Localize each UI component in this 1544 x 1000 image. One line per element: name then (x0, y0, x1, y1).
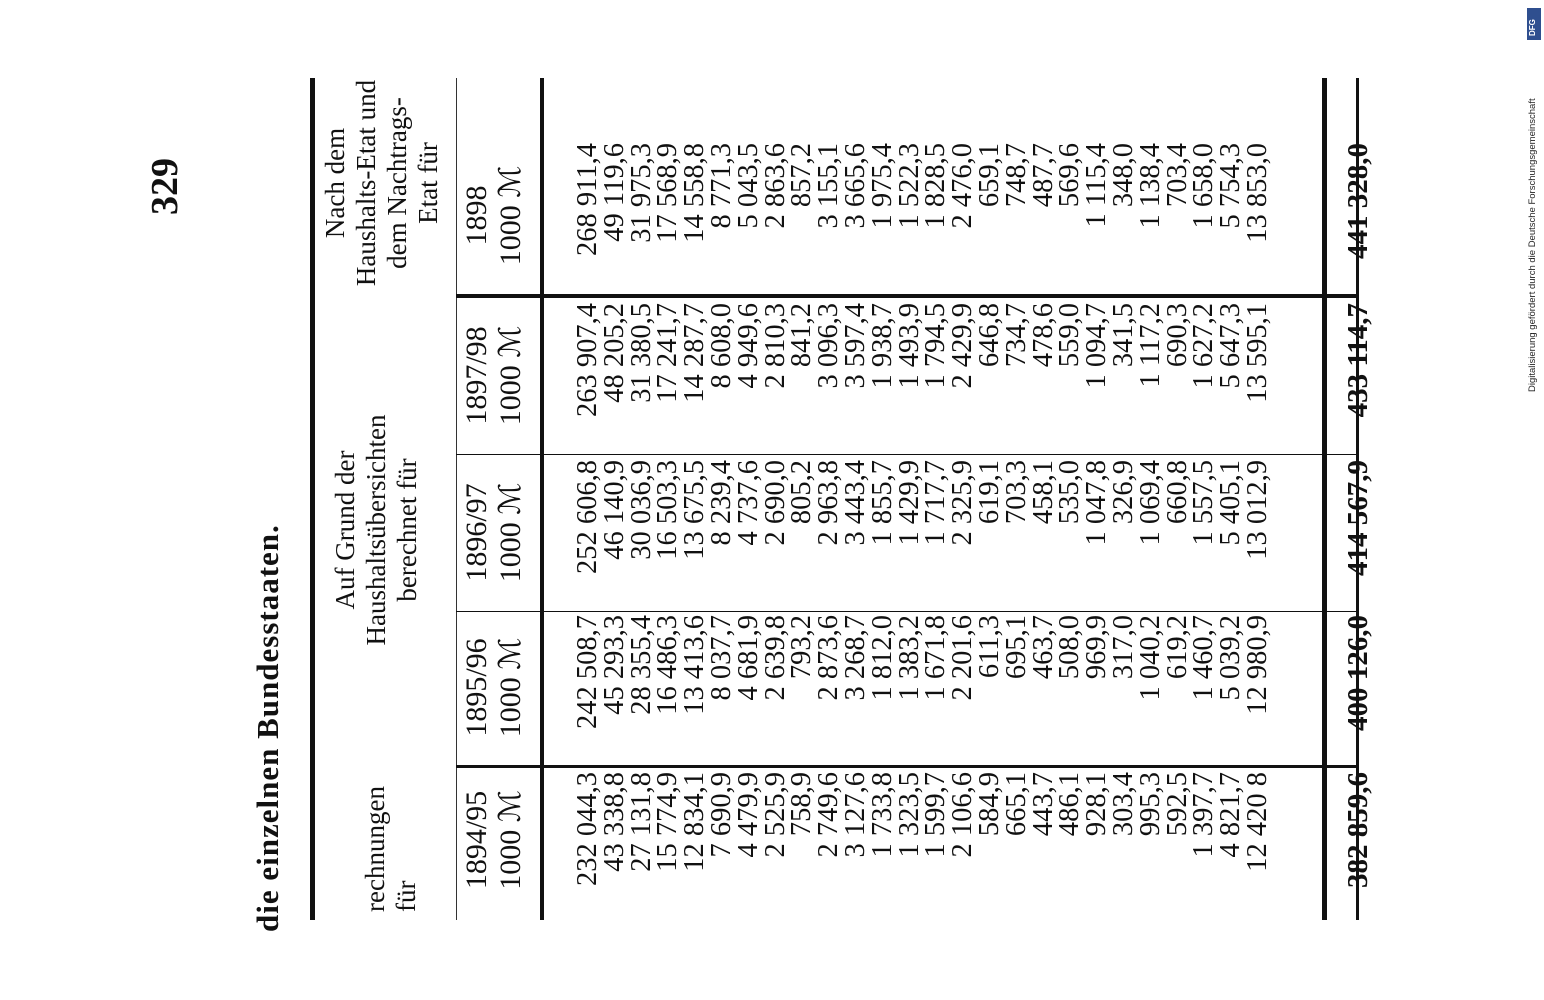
col-sep-3 (456, 454, 1356, 455)
table-cell: 2 873,6 (813, 615, 845, 701)
table-cell: 1 975,4 (866, 143, 898, 229)
table-cell: 3 268,7 (839, 615, 871, 701)
left-edge-rule (310, 78, 315, 920)
table-cell: 48 205,2 (598, 303, 630, 403)
table-cell: 660,8 (1161, 460, 1193, 525)
table-cell: 16 503,3 (652, 460, 684, 560)
table-cell: 646,8 (973, 303, 1005, 368)
table-cell: 2 690,0 (759, 460, 791, 546)
table-cell: 1 117,2 (1134, 303, 1166, 388)
table-cell: 13 413,6 (679, 615, 711, 715)
table-cell: 805,2 (786, 460, 818, 525)
table-cell: 5 039,2 (1215, 615, 1247, 701)
table-cell: 2 863,6 (759, 143, 791, 229)
table-cell: 2 963,8 (813, 460, 845, 546)
table-cell: 263 907,4 (572, 303, 603, 417)
table-cell: 592,5 (1161, 772, 1193, 837)
table-cell: 695,1 (1000, 615, 1032, 680)
table-cell: 8 608,0 (705, 303, 737, 389)
table-cell: 15 774,9 (652, 772, 684, 872)
table-cell: 793,2 (786, 615, 818, 680)
table-cell: 4 479,9 (732, 772, 764, 858)
table-cell: 703,4 (1161, 143, 1193, 208)
table-cell: 690,3 (1161, 303, 1193, 368)
table-cell: 486,1 (1054, 772, 1086, 837)
data-column-1898 (572, 143, 1273, 288)
table-cell: 45 293,3 (598, 615, 630, 715)
table-cell: 1 794,5 (920, 303, 952, 389)
table-cell: 31 975,3 (625, 143, 657, 243)
table-cell: 17 241,7 (652, 303, 684, 403)
table-cell: 665,1 (1000, 772, 1032, 837)
total-1898: 441 328,0 (1342, 143, 1374, 259)
table-cell: 5 754,3 (1215, 143, 1247, 229)
table-cell: 317,0 (1107, 615, 1139, 680)
table-cell: 1 658,0 (1188, 143, 1220, 229)
header-right-group: Nach dem Haushalts-Etat und dem Nachtrags-Etat für (320, 79, 443, 287)
table-cell: 2 525,9 (759, 772, 791, 858)
data-column-1894 (572, 772, 1273, 915)
table-cell: 2 106,6 (947, 772, 979, 858)
table-cell: 5 043,5 (732, 143, 764, 229)
table-cell: 7 690,9 (705, 772, 737, 858)
table-cell: 27 131,8 (625, 772, 657, 872)
table-cell: 1 627,2 (1188, 303, 1220, 389)
table-cell: 326,9 (1107, 460, 1139, 525)
table-cell: 463,7 (1027, 615, 1059, 680)
table-cell: 5 405,1 (1215, 460, 1247, 546)
table-cell: 659,1 (973, 143, 1005, 208)
table-cell: 1 717,7 (920, 460, 952, 546)
year-cell-1895: 1895/96 1000 ℳ (460, 637, 527, 738)
table-cell: 12 420 8 (1241, 772, 1273, 872)
total-top-rule (1322, 78, 1327, 920)
dfg-logo: DFG (1527, 8, 1541, 40)
table-cell: 3 155,1 (813, 143, 845, 229)
table-cell: 17 568,9 (652, 143, 684, 243)
header-middle-group: Auf Grund der Haushaltsübersichten berechnet für (330, 414, 422, 646)
table-cell: 703,3 (1000, 460, 1032, 525)
table-cell: 2 325,9 (947, 460, 979, 546)
table-cell: 1 429,9 (893, 460, 925, 546)
table-cell: 242 508,7 (572, 615, 603, 729)
col-sep-1 (456, 765, 1356, 768)
table-cell: 4 681,9 (732, 615, 764, 701)
table-cell: 458,1 (1027, 460, 1059, 525)
table-cell: 2 810,3 (759, 303, 791, 389)
table-cell: 3 096,3 (813, 303, 845, 389)
table-cell: 49 119,6 (598, 143, 630, 242)
table-cell: 31 380,5 (625, 303, 657, 403)
table-cell: 1 557,5 (1188, 460, 1220, 546)
table-cell: 1 040,2 (1134, 615, 1166, 701)
table-cell: 1 599,7 (920, 772, 952, 858)
table-cell: 619,2 (1161, 615, 1193, 680)
table-cell: 1 828,5 (920, 143, 952, 229)
col-sep-4 (456, 294, 1356, 298)
data-column-1895 (572, 615, 1273, 760)
table-cell: 28 355,4 (625, 615, 657, 715)
year-cell-1896: 1896/97 1000 ℳ (460, 482, 527, 583)
table-cell: 569,6 (1054, 143, 1086, 208)
table-cell: 3 443,4 (839, 460, 871, 546)
table-cell: 559,0 (1054, 303, 1086, 368)
table-cell: 268 911,4 (572, 143, 603, 256)
table-cell: 12 980,9 (1241, 615, 1273, 715)
table-cell: 13 595,1 (1241, 303, 1273, 403)
table-cell: 1 115,4 (1081, 143, 1113, 228)
table-cell: 2 429,9 (947, 303, 979, 389)
table-cell: 232 044,3 (572, 772, 603, 886)
table-cell: 4 821,7 (1215, 772, 1247, 858)
header-left-group: rechnungen für (360, 786, 421, 912)
table-cell: 619,1 (973, 460, 1005, 525)
table-cell: 43 338,8 (598, 772, 630, 872)
table-cell: 1 938,7 (866, 303, 898, 389)
page-number: 329 (144, 158, 186, 215)
table-cell: 758,9 (786, 772, 818, 837)
table-cell: 8 037,7 (705, 615, 737, 701)
table-cell: 2 639,8 (759, 615, 791, 701)
table-cell: 969,9 (1081, 615, 1113, 680)
table-cell: 5 647,3 (1215, 303, 1247, 389)
table-cell: 2 749,6 (813, 772, 845, 858)
year-cell-1898: 1898 1000 ℳ (460, 165, 527, 266)
table-cell: 1 383,2 (893, 615, 925, 701)
table-cell: 13 012,9 (1241, 460, 1273, 560)
table-cell: 46 140,9 (598, 460, 630, 560)
data-column-1896 (572, 460, 1273, 605)
table-cell: 8 239,4 (705, 460, 737, 546)
table-cell: 14 287,7 (679, 303, 711, 403)
year-cell-1897: 1897/98 1000 ℳ (460, 325, 527, 426)
table-cell: 13 853,0 (1241, 143, 1273, 243)
table-cell: 252 606,8 (572, 460, 603, 574)
table-cell: 748,7 (1000, 143, 1032, 208)
table-cell: 734,7 (1000, 303, 1032, 368)
table-cell: 4 949,6 (732, 303, 764, 389)
table-cell: 4 737,6 (732, 460, 764, 546)
digitization-credit: Digitalisierung gefördert durch die Deutsche Forschungsgemeinschaft (1527, 98, 1538, 392)
table-cell: 443,7 (1027, 772, 1059, 837)
table-cell: 584,9 (973, 772, 1005, 837)
table-cell: 995,3 (1134, 772, 1166, 837)
table-cell: 535,0 (1054, 460, 1086, 525)
col-sep-2 (456, 611, 1356, 612)
table-cell: 8 771,3 (705, 143, 737, 229)
table-cell: 13 675,5 (679, 460, 711, 560)
table-cell: 478,6 (1027, 303, 1059, 368)
table-cell: 14 558,8 (679, 143, 711, 243)
table-cell: 841,2 (786, 303, 818, 368)
table-cell: 857,2 (786, 143, 818, 208)
year-cell-1894: 1894/95 1000 ℳ (460, 790, 527, 890)
table-cell: 1 460,7 (1188, 615, 1220, 701)
table-cell: 1 069,4 (1134, 460, 1166, 546)
page-heading: die einzelnen Bundesstaaten. (250, 524, 285, 932)
table-cell: 16 486,3 (652, 615, 684, 715)
table-cell: 1 397,7 (1188, 772, 1220, 858)
table-cell: 1 493,9 (893, 303, 925, 389)
table-cell: 348,0 (1107, 143, 1139, 208)
table-cell: 1 733,8 (866, 772, 898, 858)
table-cell: 1 094,7 (1081, 303, 1113, 389)
table-cell: 928,1 (1081, 772, 1113, 837)
total-1895: 400 126,0 (1342, 615, 1374, 731)
table-cell: 1 812,0 (866, 615, 898, 701)
header-bottom-rule (540, 78, 544, 920)
year-row-rule (456, 78, 457, 920)
data-column-1897 (572, 303, 1273, 448)
table-cell: 341,5 (1107, 303, 1139, 368)
table-cell: 1 671,8 (920, 615, 952, 701)
table-cell: 1 855,7 (866, 460, 898, 546)
total-1894: 382 859,6 (1342, 772, 1374, 888)
table-cell: 487,7 (1027, 143, 1059, 208)
table-cell: 3 597,4 (839, 303, 871, 389)
table-cell: 30 036,9 (625, 460, 657, 560)
table-cell: 2 201,6 (947, 615, 979, 701)
table-cell: 508,0 (1054, 615, 1086, 680)
table-cell: 1 323,5 (893, 772, 925, 858)
total-1896: 414 567,9 (1342, 460, 1374, 576)
table-cell: 1 138,4 (1134, 143, 1166, 229)
table-cell: 303,4 (1107, 772, 1139, 837)
table-cell: 3 665,6 (839, 143, 871, 229)
table-cell: 1 522,3 (893, 143, 925, 229)
table-cell: 3 127,6 (839, 772, 871, 858)
table-cell: 12 834,1 (679, 772, 711, 872)
table-cell: 611,3 (973, 615, 1005, 679)
total-1897: 433 114,7 (1342, 303, 1374, 418)
table-cell: 2 476,0 (947, 143, 979, 229)
table-cell: 1 047,8 (1081, 460, 1113, 546)
